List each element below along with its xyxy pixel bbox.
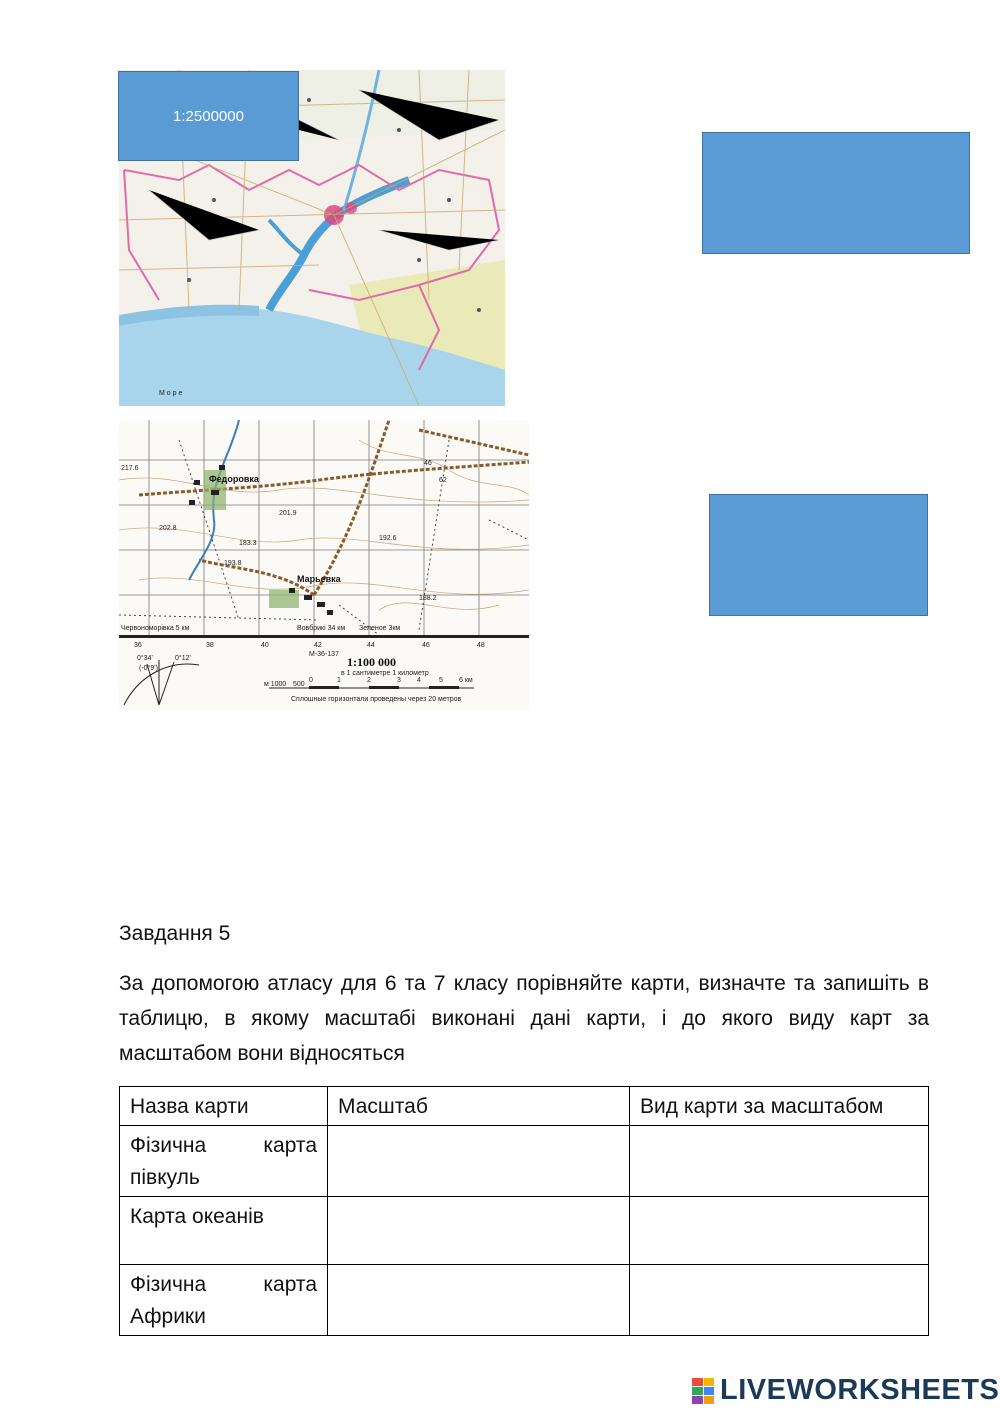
answer-box-top[interactable]: [702, 132, 970, 254]
scale-tick: 4: [417, 677, 421, 684]
logo-square: [692, 1378, 703, 1386]
header-cell: Назва карти: [120, 1087, 328, 1126]
sea-label: М о р е: [159, 390, 183, 397]
task-title: Завдання 5: [119, 922, 231, 945]
table-row: [120, 1265, 929, 1336]
height-label: 201.9: [279, 510, 297, 517]
map-name-cell: Фізична карта півкуль: [120, 1126, 328, 1197]
logo-square: [704, 1378, 715, 1386]
height-label: 46: [424, 460, 432, 467]
scale-answer-cell[interactable]: [328, 1197, 630, 1265]
declination-label: (-0°9'): [139, 665, 158, 672]
grid-label: 40: [261, 642, 269, 649]
declination-label: 0°12': [175, 655, 191, 662]
place-name: Федоровка: [209, 474, 259, 484]
height-label: 202.8: [159, 525, 177, 532]
answer-box-bottom[interactable]: [709, 494, 928, 616]
map-scale-subtitle: в 1 сантиметре 1 километр: [341, 670, 429, 677]
liveworksheets-brand[interactable]: [692, 1374, 999, 1407]
liveworksheets-logo-icon: [692, 1378, 714, 1404]
header-cell: Вид карти за масштабом: [630, 1087, 929, 1126]
scale-tick: 1: [337, 677, 341, 684]
type-answer-cell[interactable]: [630, 1265, 929, 1336]
header-cell: Масштаб: [328, 1087, 630, 1126]
scale-tick: 0: [309, 677, 313, 684]
logo-square: [704, 1396, 715, 1404]
map-name-cell: Фізична карта Африки: [120, 1265, 328, 1336]
scale-tick: 500: [293, 681, 305, 688]
task-text: За допомогою атласу для 6 та 7 класу порівняйте карти, визначте та запишіть в таблицю, в якому масштабі виконані дані карти, і до якого виду карт за масштабом вони відносяться: [119, 972, 929, 1065]
height-label: 192.6: [379, 535, 397, 542]
top-map-scale-box: [118, 71, 299, 161]
contour-note: Сплошные горизонтали проведены через 20 метров: [291, 696, 462, 703]
map-name-cell: Карта океанів: [120, 1197, 328, 1265]
grid-label: 48: [477, 642, 485, 649]
brand-text: LIVEWORKSHEETS: [720, 1374, 1000, 1406]
sheet-label: M-36-137: [309, 651, 339, 658]
declination-label: 0°34': [137, 655, 153, 662]
road-label: Вовбрикі 34 км: [297, 625, 346, 632]
height-label: 183.3: [239, 540, 257, 547]
scale-answer-cell[interactable]: [328, 1126, 630, 1197]
road-label: Червономорівка 5 км: [121, 625, 190, 632]
map-scale-title: 1:100 000: [347, 655, 396, 669]
scale-tick: 5: [439, 677, 443, 684]
grid-label: 38: [206, 642, 214, 649]
scale-tick: м 1000: [264, 681, 287, 688]
scale-tick: 3: [397, 677, 401, 684]
height-label: 193.8: [224, 560, 242, 567]
grid-label: 46: [422, 642, 430, 649]
type-answer-cell[interactable]: [630, 1126, 929, 1197]
grid-label: 44: [367, 642, 375, 649]
logo-square: [704, 1387, 715, 1395]
grid-label: 42: [314, 642, 322, 649]
type-answer-cell[interactable]: [630, 1197, 929, 1265]
top-map-scale-label: 1:2500000: [173, 107, 244, 125]
scale-tick: 2: [367, 677, 371, 684]
road-label: Зеленое 3км: [359, 625, 401, 632]
logo-square: [692, 1387, 703, 1395]
height-label: 217.6: [121, 465, 139, 472]
place-name: Марьевка: [297, 574, 341, 584]
logo-square: [692, 1396, 703, 1404]
height-label: 188.2: [419, 595, 437, 602]
bottom-map-image: [119, 420, 529, 710]
grid-label: 36: [134, 642, 142, 649]
scale-tick: 6 км: [459, 677, 473, 684]
table-row: [120, 1197, 929, 1265]
table-header-row: [120, 1087, 929, 1126]
scale-answer-cell[interactable]: [328, 1265, 630, 1336]
scale-table: [119, 1086, 929, 1336]
table-row: [120, 1126, 929, 1197]
height-label: 62: [439, 477, 447, 484]
